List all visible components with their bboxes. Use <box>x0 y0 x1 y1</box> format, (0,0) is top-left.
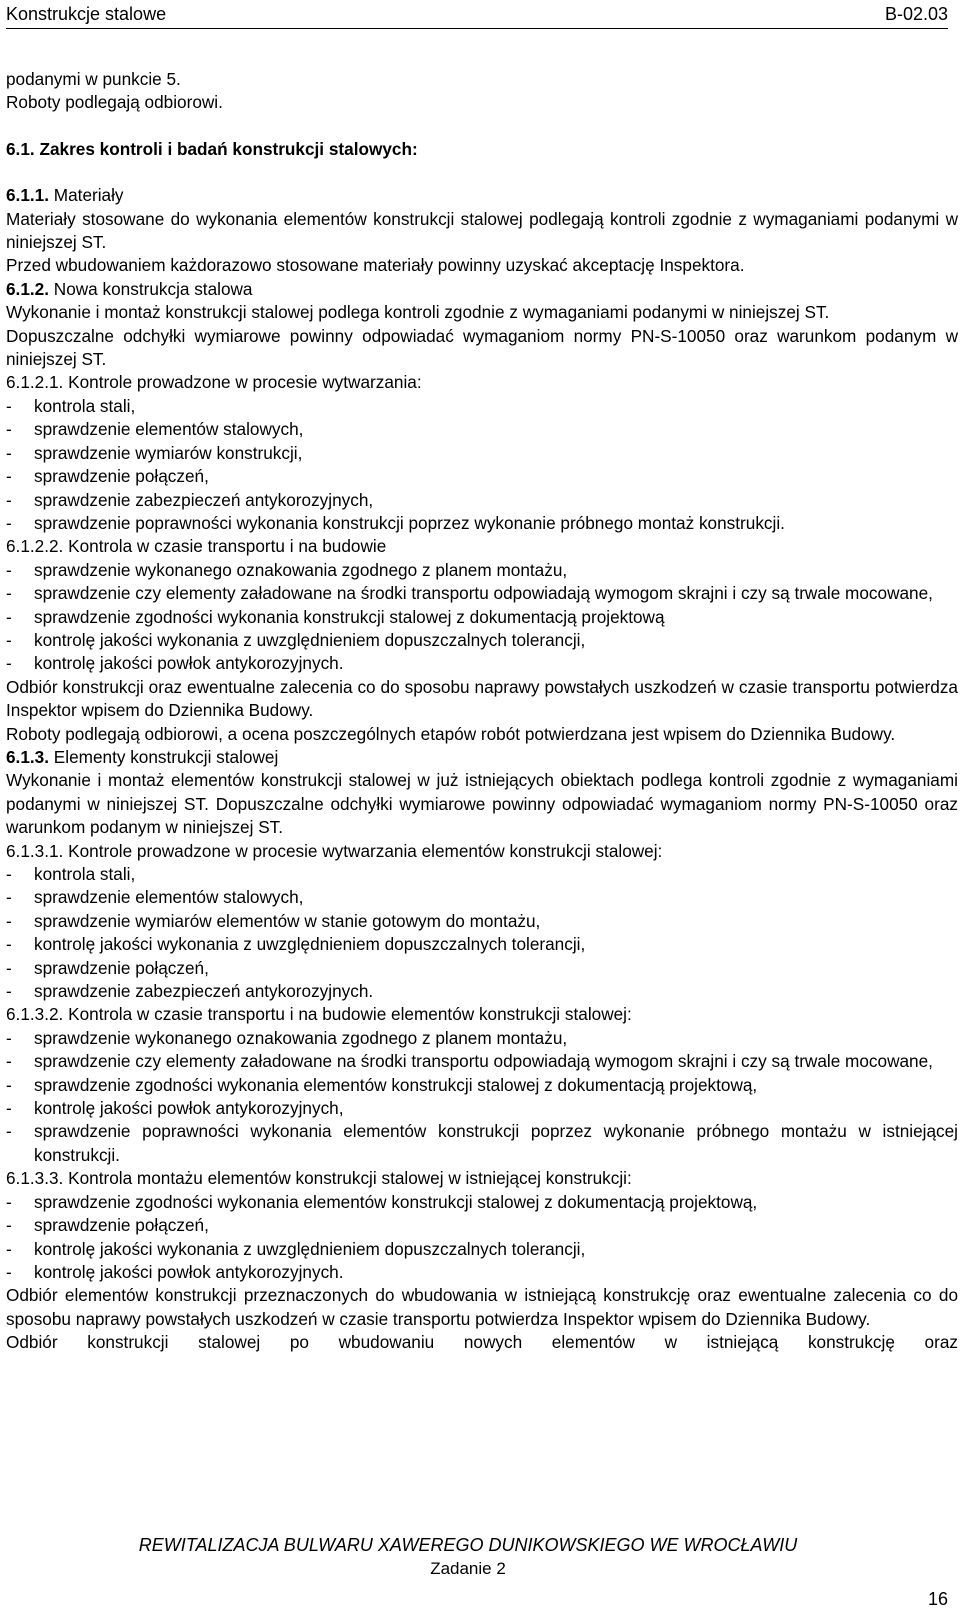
list-item: - sprawdzenie czy elementy załadowane na środki transportu odpowiadają wymogom skrajni i czy są trwale mocowane, <box>6 1051 933 1072</box>
list-item: - sprawdzenie elementów stalowych, <box>6 887 304 908</box>
list-6-1-3-2 <box>6 1027 958 1167</box>
list-item: - sprawdzenie połączeń, <box>6 1215 209 1236</box>
list-item: - kontrolę jakości wykonania z uwzględnieniem dopuszczalnych tolerancji, <box>6 934 586 955</box>
paragraph: Odbiór konstrukcji stalowej po wbudowaniu nowych elementów w istniejącą konstrukcję oraz <box>6 1332 958 1353</box>
paragraph: Odbiór konstrukcji oraz ewentualne zalecenia co do sposobu naprawy powstałych uszkodzeń w czasie transportu potwierdza Inspektor wpisem do Dziennika Budowy. <box>6 676 958 721</box>
list-item: - sprawdzenie wykonanego oznakowania zgodnego z planem montażu, <box>6 559 568 580</box>
paragraph: Wykonanie i montaż konstrukcji stalowej podlega kontroli zgodnie z wymaganiami podanymi w niniejszej ST. <box>6 302 830 323</box>
paragraph: Roboty podlegają odbiorowi, a ocena poszczególnych etapów robót potwierdzana jest wpisem do Dziennika Budowy. <box>6 723 896 744</box>
document-code: B-02.03 <box>884 4 948 24</box>
list-item: - kontrolę jakości powłok antykorozyjnych, <box>6 1098 344 1119</box>
section-heading-6-1-2-1: 6.1.2.1. Kontrole prowadzone w procesie wytwarzania: <box>6 372 422 393</box>
list-item: - sprawdzenie połączeń, <box>6 957 209 978</box>
paragraph: Odbiór elementów konstrukcji przeznaczonych do wbudowania w istniejącą konstrukcję oraz ewentualne zalecenia co do sposobu naprawy powstałych uszkodzeń w czasie transportu potwierdza Inspektor wpisem do Dziennika Budowy. <box>6 1285 958 1329</box>
list-item: - sprawdzenie połączeń, <box>6 466 209 487</box>
list-item: - sprawdzenie wykonanego oznakowania zgodnego z planem montażu, <box>6 1027 568 1048</box>
list-item: - sprawdzenie poprawności wykonania elementów konstrukcji poprzez wykonanie próbnego montażu w istniejącej konstrukcji. <box>6 1121 958 1165</box>
list-6-1-3-3 <box>6 1191 958 1285</box>
project-title: REWITALIZACJA BULWARU XAWEREGO DUNIKOWSKIEGO WE WROCŁAWIU <box>138 1535 798 1555</box>
list-item: - sprawdzenie wymiarów elementów w stanie gotowym do montażu, <box>6 910 541 931</box>
paragraph: Przed wbudowaniem każdorazowo stosowane materiały powinny uzyskać akceptację Inspektora. <box>6 255 745 276</box>
paragraph: Dopuszczalne odchyłki wymiarowe powinny odpowiadać wymaganiom normy PN-S-10050 oraz warunkom podanym w niniejszej ST. <box>6 325 958 370</box>
section-heading-6-1-2-2: 6.1.2.2. Kontrola w czasie transportu i na budowie <box>6 536 387 557</box>
list-item: - sprawdzenie zgodności wykonania elementów konstrukcji stalowej z dokumentacją projektową, <box>6 1191 758 1212</box>
list-item: - sprawdzenie zabezpieczeń antykorozyjnych. <box>6 981 374 1002</box>
section-heading-6-1-3-2: 6.1.3.2. Kontrola w czasie transportu i na budowie elementów konstrukcji stalowej: <box>6 1004 632 1025</box>
list-6-1-2-1 <box>6 395 958 535</box>
list-item: - sprawdzenie zgodności wykonania konstrukcji stalowej z dokumentacją projektową <box>6 606 665 627</box>
page-number: 16 <box>927 1589 948 1609</box>
paragraph: Wykonanie i montaż elementów konstrukcji stalowej w już istniejących obiektach podlega kontroli zgodnie z wymaganiami podanymi w niniejszej ST. Dopuszczalne odchyłki wymiarowe powinny odpowiadać wymaganiom normy PN-S-10050 oraz warunkom podanym w niniejszej ST. <box>6 770 958 838</box>
list-item: - kontrola stali, <box>6 395 136 416</box>
section-heading-6-1-2: 6.1.2. Nowa konstrukcja stalowa <box>6 278 253 299</box>
paragraph: Materiały stosowane do wykonania elementów konstrukcji stalowej podlegają kontroli zgodnie z wymaganiami podanymi w niniejszej ST. <box>6 208 958 253</box>
intro-line: Roboty podlegają odbiorowi. <box>6 92 223 113</box>
section-heading-6-1-1: 6.1.1. Materiały <box>6 185 124 206</box>
section-heading-6-1: 6.1. Zakres kontroli i badań konstrukcji stalowych: <box>6 138 418 159</box>
task-label: Zadanie 2 <box>430 1559 506 1578</box>
list-item: - sprawdzenie elementów stalowych, <box>6 419 304 440</box>
list-item: - kontrola stali, <box>6 864 136 884</box>
document-body <box>6 68 958 1355</box>
list-item: - sprawdzenie wymiarów konstrukcji, <box>6 442 303 463</box>
header-rule <box>6 28 948 29</box>
list-item: - kontrolę jakości powłok antykorozyjnych. <box>6 1261 344 1282</box>
list-item: - sprawdzenie zabezpieczeń antykorozyjnych, <box>6 489 374 510</box>
list-item: - sprawdzenie poprawności wykonania konstrukcji poprzez wykonanie próbnego montaż konstrukcji. <box>6 512 785 533</box>
header-title: Konstrukcje stalowe <box>6 4 167 24</box>
page-header <box>0 0 960 30</box>
list-item: - sprawdzenie czy elementy załadowane na środki transportu odpowiadają wymogom skrajni i czy są trwale mocowane, <box>6 583 933 604</box>
list-6-1-2-2 <box>6 559 958 676</box>
list-item: - kontrolę jakości powłok antykorozyjnych. <box>6 653 344 674</box>
list-item: - kontrolę jakości wykonania z uwzględnieniem dopuszczalnych tolerancji, <box>6 629 586 650</box>
intro-line: podanymi w punkcie 5. <box>6 69 181 89</box>
section-heading-6-1-3-1: 6.1.3.1. Kontrole prowadzone w procesie wytwarzania elementów konstrukcji stalowej: <box>6 840 663 861</box>
list-item: - kontrolę jakości wykonania z uwzględnieniem dopuszczalnych tolerancji, <box>6 1238 586 1259</box>
list-item: - sprawdzenie zgodności wykonania elementów konstrukcji stalowej z dokumentacją projektową, <box>6 1074 758 1095</box>
list-6-1-3-1 <box>6 863 958 1003</box>
section-heading-6-1-3: 6.1.3. Elementy konstrukcji stalowej <box>6 746 279 767</box>
section-heading-6-1-3-3: 6.1.3.3. Kontrola montażu elementów konstrukcji stalowej w istniejącej konstrukcji: <box>6 1168 632 1189</box>
